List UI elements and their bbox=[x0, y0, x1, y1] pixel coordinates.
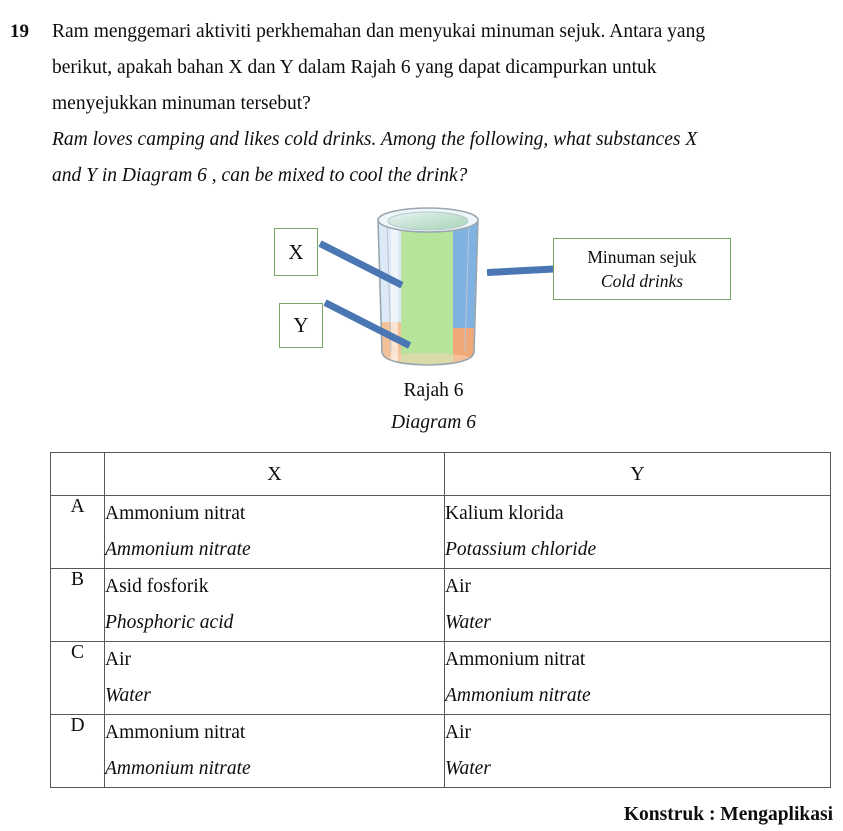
header-blank bbox=[51, 453, 105, 496]
table-row[interactable] bbox=[51, 496, 831, 569]
option-y-english: Water bbox=[445, 758, 491, 779]
option-letter: C bbox=[51, 642, 105, 715]
option-y-cell bbox=[445, 642, 831, 715]
option-x-english: Water bbox=[105, 685, 151, 706]
callout-malay-text: Minuman sejuk bbox=[587, 247, 697, 267]
glass-illustration bbox=[367, 202, 489, 374]
table-row[interactable] bbox=[51, 715, 831, 788]
question-malay-line-1: Ram menggemari aktiviti perkhemahan dan menyukai minuman sejuk. Antara yang bbox=[52, 21, 706, 42]
header-y: Y bbox=[445, 453, 831, 496]
label-box-x-text: X bbox=[288, 239, 304, 264]
option-y-english: Ammonium nitrate bbox=[445, 685, 591, 706]
question-english-line-2: and Y in Diagram 6 , can be mixed to cool the drink? bbox=[52, 165, 468, 186]
option-y-malay: Kalium klorida bbox=[445, 503, 564, 524]
option-y-cell bbox=[445, 496, 831, 569]
callout-english-text: Cold drinks bbox=[600, 271, 684, 291]
option-x-malay: Ammonium nitrat bbox=[105, 722, 246, 743]
question-number: 19 bbox=[10, 21, 29, 42]
table-row[interactable] bbox=[51, 642, 831, 715]
label-box-y bbox=[279, 303, 323, 348]
table-row[interactable] bbox=[51, 569, 831, 642]
option-x-malay: Asid fosforik bbox=[105, 576, 209, 597]
option-y-english: Potassium chloride bbox=[445, 539, 597, 560]
option-x-cell bbox=[105, 496, 445, 569]
label-box-x bbox=[274, 228, 318, 276]
option-y-malay: Air bbox=[445, 576, 471, 597]
label-box-y-text: Y bbox=[293, 313, 309, 337]
drink-surface bbox=[388, 212, 468, 230]
diagram-caption-english: Diagram 6 bbox=[390, 412, 477, 433]
option-x-english: Ammonium nitrate bbox=[105, 539, 251, 560]
option-y-malay: Air bbox=[445, 722, 471, 743]
question-row bbox=[0, 14, 843, 194]
question-malay-line-3: menyejukkan minuman tersebut? bbox=[52, 93, 311, 114]
option-letter: A bbox=[51, 496, 105, 569]
option-y-malay: Ammonium nitrat bbox=[445, 649, 586, 670]
option-x-cell bbox=[105, 569, 445, 642]
option-y-english: Water bbox=[445, 612, 491, 633]
options-table-body bbox=[51, 496, 831, 788]
glass-highlight bbox=[391, 220, 398, 366]
construct-note: Konstruk : Mengaplikasi bbox=[623, 804, 833, 825]
options-table bbox=[50, 452, 831, 788]
option-x-malay: Ammonium nitrat bbox=[105, 503, 246, 524]
callout-cold-drinks bbox=[553, 238, 731, 300]
option-y-cell bbox=[445, 569, 831, 642]
option-x-cell bbox=[105, 715, 445, 788]
header-x: X bbox=[105, 453, 445, 496]
glass-svg bbox=[367, 202, 489, 374]
question-english-line-1: Ram loves camping and likes cold drinks. Among the following, what substances X bbox=[52, 129, 698, 150]
question-malay-line-2: berikut, apakah bahan X dan Y dalam Rajah 6 yang dapat dicampurkan untuk bbox=[52, 57, 657, 78]
option-letter: B bbox=[51, 569, 105, 642]
question-text bbox=[52, 14, 832, 194]
option-letter: D bbox=[51, 715, 105, 788]
option-x-cell bbox=[105, 642, 445, 715]
options-table-head bbox=[51, 453, 831, 496]
question-block bbox=[0, 14, 843, 194]
diagram-caption-malay: Rajah 6 bbox=[403, 380, 464, 401]
option-y-cell bbox=[445, 715, 831, 788]
option-x-english: Phosphoric acid bbox=[105, 612, 234, 633]
option-x-english: Ammonium nitrate bbox=[105, 758, 251, 779]
pointer-line-cold-drinks bbox=[487, 265, 555, 276]
option-x-malay: Air bbox=[105, 649, 131, 670]
table-header-row bbox=[51, 453, 831, 496]
